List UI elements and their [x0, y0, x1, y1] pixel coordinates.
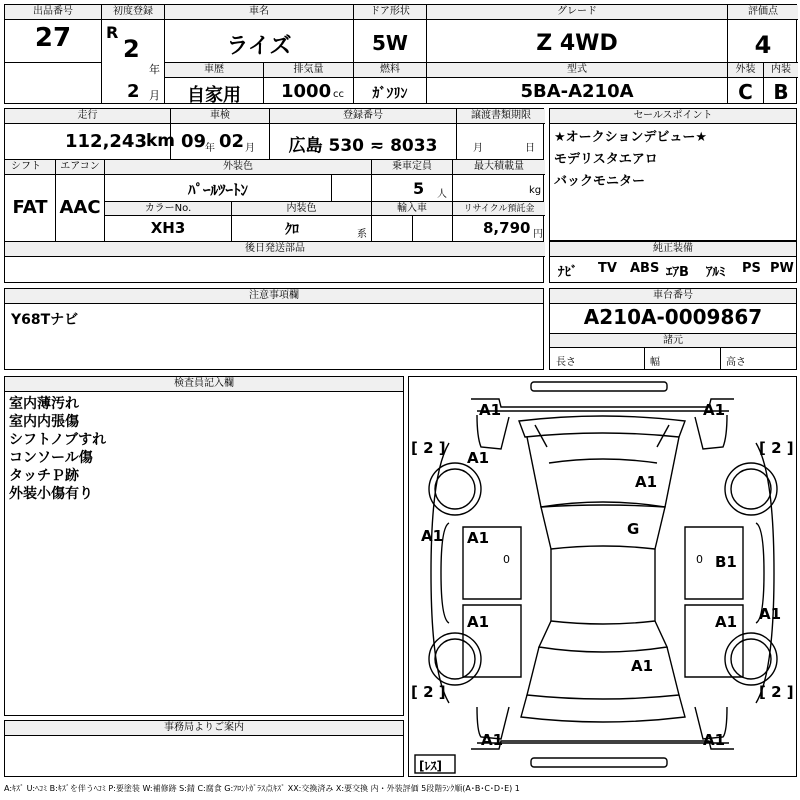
color-number: XH3	[150, 219, 186, 237]
transfer-month: 月	[473, 143, 483, 154]
plate-label: 登録番号	[270, 109, 456, 124]
history: 自家用	[187, 85, 241, 106]
damage-mark-hood: A1	[635, 473, 658, 491]
zero-mark-right: 0	[696, 553, 703, 566]
exterior-color-label: 外装色	[105, 160, 371, 175]
lot-number: 27	[34, 23, 72, 53]
interior-color-unit: 系	[357, 229, 367, 240]
equipment-box	[549, 241, 797, 283]
equipment-label: 純正装備	[550, 242, 796, 257]
door-type: 5W	[372, 31, 408, 55]
caution-box	[4, 288, 544, 370]
selling-point-1: ★オークションデビュー★	[554, 130, 708, 145]
damage-legend: A:ｷｽﾞ U:ﾍｺﾐ B:ｷｽﾞを伴うﾍｺﾐ P:要塗装 W:補修跡 S:錆 C:腐食 G:ﾌﾛﾝﾄｶﾞﾗｽ点ｷｽﾞ XX:交換済み X:要交換 内・外装評価 5段階ﾗﾝｸ順(A･B･C･D･E) 1	[4, 784, 520, 793]
damage-mark-front-door-right: B1	[715, 553, 737, 571]
damage-mark-left-side: A1	[421, 527, 444, 545]
inspector-notes-label: 検査員記入欄	[5, 377, 403, 392]
zero-mark-left: 0	[503, 553, 510, 566]
score-label: 評価点	[728, 5, 798, 20]
door-label: ドア形状	[354, 5, 426, 20]
import-label: 輸入車	[372, 202, 452, 216]
history-label: 車歴	[165, 63, 263, 78]
equipment-alloy: ｱﾙﾐ	[706, 265, 726, 280]
inspector-note-6: 外装小傷有り	[9, 486, 93, 502]
capacity-unit: 人	[437, 189, 447, 200]
caution-label: 注意事項欄	[5, 289, 543, 304]
score: 4	[754, 31, 772, 59]
inspection-year-unit: 年	[205, 143, 215, 154]
tire-front-right: [ 2 ]	[759, 439, 794, 457]
ac-label: エアコン	[56, 160, 104, 175]
inspector-note-3: シフトノブすれ	[9, 432, 107, 448]
equipment-airbag: ｴｱB	[666, 265, 689, 280]
tire-rear-left: [ 2 ]	[411, 683, 446, 701]
exterior-color: ﾊﾟｰﾙﾂｰﾄﾝ	[187, 181, 248, 199]
damage-mark-rear-hatch: A1	[631, 657, 654, 675]
selling-point-2: モデリスタエアロ	[554, 152, 658, 167]
damage-mark-windshield: G	[627, 520, 640, 538]
shift-label: シフト	[5, 160, 55, 175]
car-outline-drawing	[409, 377, 796, 776]
height-label: 高さ	[726, 357, 746, 368]
aircon: AAC	[59, 197, 101, 218]
damage-mark-front-bumper-left: A1	[479, 401, 502, 419]
inspection-month: 02	[219, 131, 245, 152]
inspector-note-2: 室内内張傷	[9, 414, 79, 430]
specs-label: 諸元	[550, 334, 796, 348]
displacement: 1000	[281, 81, 332, 102]
inspector-note-4: コンソール傷	[9, 450, 93, 466]
selling-points-label: セールスポイント	[550, 109, 796, 124]
vehicle-header-table	[4, 4, 797, 104]
damage-diagram	[408, 376, 797, 777]
chassis-label: 車台番号	[550, 289, 796, 304]
inspector-note-1: 室内薄汚れ	[9, 396, 79, 412]
capacity-label: 乗車定員	[372, 160, 452, 175]
reg-year: 2	[123, 35, 140, 63]
displacement-unit: cc	[333, 89, 344, 100]
color-number-label: カラーNo.	[105, 202, 231, 216]
model-code: 5BA-A210A	[520, 81, 634, 102]
fuel-label: 燃料	[354, 63, 426, 78]
damage-mark-rear-bumper-left: A1	[481, 731, 504, 749]
mileage-label: 走行	[5, 109, 170, 124]
mileage-unit: km	[146, 131, 176, 151]
recycle-label: リサイクル預託金	[453, 202, 545, 216]
damage-mark-front-fender-left: A1	[467, 449, 490, 467]
grade: Z 4WD	[536, 31, 618, 56]
max-load-label: 最大積載量	[453, 160, 545, 175]
chassis-number: A210A-0009867	[583, 305, 763, 329]
displacement-label: 排気量	[264, 63, 353, 78]
equipment-pw: PW	[770, 261, 794, 276]
interior-color: ｸﾛ	[285, 222, 299, 238]
interior-grade: B	[773, 80, 789, 104]
damage-mark-rear-door-right: A1	[715, 613, 738, 631]
interior-color-label: 内装色	[232, 202, 371, 216]
damage-mark-right-side: A1	[759, 605, 782, 623]
caution-text: Y68Tナビ	[11, 312, 79, 328]
recycle-fee: 8,790	[483, 219, 531, 237]
era: R	[106, 23, 119, 42]
exterior-label: 外装	[728, 63, 763, 78]
lot-label: 出品番号	[5, 5, 101, 20]
spare-tire: [ﾚｽ]	[419, 759, 442, 773]
mileage: 112,243	[65, 131, 147, 152]
car-name-label: 車名	[165, 5, 353, 20]
max-load-unit: kg	[529, 185, 542, 196]
first-registration-label: 初度登録	[102, 5, 164, 20]
equipment-ps: PS	[742, 261, 761, 276]
car-name: ライズ	[226, 34, 292, 59]
damage-mark-rear-bumper-right: A1	[703, 731, 726, 749]
inspection-year: 09	[181, 131, 207, 152]
reg-year-unit: 年	[149, 63, 160, 76]
selling-point-3: バックモニター	[554, 174, 646, 189]
plate-number: 広島 530 ≂ 8033	[288, 136, 438, 156]
length-label: 長さ	[556, 357, 576, 368]
transfer-day: 日	[525, 143, 535, 154]
capacity: 5	[413, 179, 425, 198]
selling-points-box	[549, 108, 797, 241]
chassis-box	[549, 288, 797, 370]
width-label: 幅	[650, 357, 660, 368]
tire-front-left: [ 2 ]	[411, 439, 446, 457]
transfer-deadline-label: 譲渡書類期限	[457, 109, 545, 124]
damage-mark-rear-door-left: A1	[467, 613, 490, 631]
later-parts-label: 後日発送部品	[5, 242, 545, 257]
shift: FAT	[12, 197, 48, 218]
grade-label: グレード	[427, 5, 727, 20]
office-notes-box	[4, 720, 404, 777]
reg-month-unit: 月	[149, 89, 160, 102]
equipment-abs: ABS	[630, 261, 660, 276]
recycle-unit: 円	[533, 229, 543, 240]
damage-mark-front-bumper-right: A1	[703, 401, 726, 419]
fuel: ｶﾞｿﾘﾝ	[372, 86, 408, 102]
inspection-label: 車検	[171, 109, 269, 124]
model-label: 型式	[427, 63, 727, 78]
interior-label: 内装	[764, 63, 798, 78]
inspector-notes-box	[4, 376, 404, 716]
reg-month: 2	[127, 81, 140, 102]
inspection-month-unit: 月	[245, 143, 255, 154]
equipment-navi: ﾅﾋﾞ	[558, 265, 578, 280]
inspector-note-5: タッチＰ跡	[9, 468, 79, 484]
exterior-grade: C	[738, 80, 753, 104]
vehicle-detail-table	[4, 108, 544, 283]
tire-rear-right: [ 2 ]	[759, 683, 794, 701]
damage-mark-front-door-left: A1	[467, 529, 490, 547]
equipment-tv: TV	[598, 261, 617, 276]
office-notes-label: 事務局よりご案内	[5, 721, 403, 736]
